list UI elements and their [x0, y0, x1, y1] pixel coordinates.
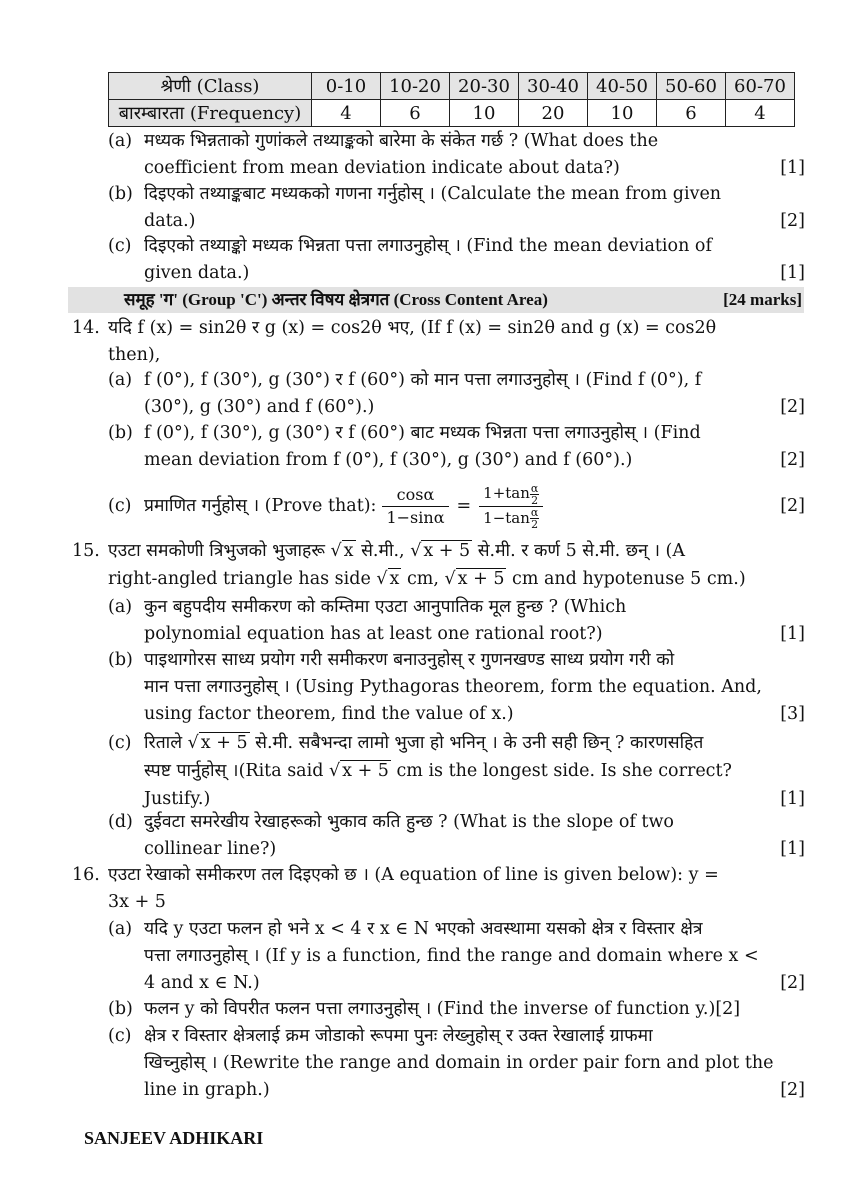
question-text: 3x + 5 [108, 892, 166, 912]
proof-statement [144, 478, 543, 534]
marks: [2] [780, 1080, 805, 1100]
marks: [2] [780, 496, 805, 516]
q16-part-a [108, 916, 805, 996]
q13-part-c [108, 233, 805, 287]
text-run: से.मी. सबैभन्दा लामो भुजा हो भनिन् । के उनी सही छिन् ? कारणसहित [249, 733, 704, 753]
part-text: using factor theorem, find the value of x.) [144, 704, 514, 724]
part-label: (c) [108, 733, 132, 753]
part-text [144, 758, 732, 784]
marks: [2] [780, 450, 805, 470]
part-text: दिइएको तथ्याङ्को मध्यक भिन्नता पत्ता लगाउनुहोस् । (Find the mean deviation of [144, 236, 712, 256]
q16-part-b [108, 996, 805, 1024]
part-text [144, 730, 703, 756]
part-text: f (0°), f (30°), g (30°) र f (60°) को मान पत्ता लगाउनुहोस् । (Find f (0°), f [144, 370, 702, 390]
two: 2 [531, 518, 539, 531]
part-label: (c) [108, 236, 132, 256]
question-text: then), [108, 345, 161, 365]
part-label: (b) [108, 423, 133, 443]
text-run: स्पष्ट पार्नुहोस् ।(Rita said [144, 761, 329, 781]
sqrt-x-plus-5: √ x + 5 [328, 761, 389, 781]
table-cell: 60-70 [726, 73, 795, 100]
group-marks: [24 marks] [723, 290, 802, 309]
part-text: f (0°), f (30°), g (30°) र f (60°) बाट मध्यक भिन्नता पत्ता लगाउनुहोस् । (Find [144, 423, 701, 443]
table-cell: 10 [450, 100, 519, 127]
table-cell: 10-20 [381, 73, 450, 100]
table-cell: 10 [588, 100, 657, 127]
part-text: collinear line?) [144, 839, 277, 859]
q13-part-a [108, 128, 805, 182]
radicand: x [389, 569, 400, 589]
table-cell: 20-30 [450, 73, 519, 100]
table-cell: 6 [657, 100, 726, 127]
table-cell: 20 [519, 100, 588, 127]
table-cell: 40-50 [588, 73, 657, 100]
question-text: यदि f (x) = sin2θ र g (x) = cos2θ भए, (If f (x) = sin2θ and g (x) = cos2θ [108, 318, 717, 338]
text-run: right-angled triangle has side [108, 569, 377, 589]
group-c-header [68, 287, 804, 313]
table-cell: 6 [381, 100, 450, 127]
part-text: कुन बहुपदीय समीकरण को कम्तिमा एउटा आनुपातिक मूल हुन्छ ? (Which [144, 597, 627, 617]
table-cell: 30-40 [519, 73, 588, 100]
part-text: polynomial equation has at least one rational root?) [144, 624, 603, 644]
q15-part-a [108, 594, 805, 648]
q13-part-b [108, 181, 805, 235]
part-label: (d) [108, 812, 133, 832]
two: 2 [531, 493, 539, 507]
q14-part-a [108, 367, 805, 421]
part-text: यदि y एउटा फलन हो भने x < 4 र x ∈ N भएको अवस्थामा यसको क्षेत्र र विस्तार क्षेत्र [144, 919, 703, 939]
part-text: coefficient from mean deviation indicate about data?) [144, 158, 620, 178]
lhs-numerator: cosα [382, 484, 448, 507]
table-row [109, 100, 795, 127]
part-text: दुईवटा समरेखीय रेखाहरूको भुकाव कति हुन्छ ? (What is the slope of two [144, 812, 674, 832]
question-text [108, 538, 685, 564]
table-cell: 50-60 [657, 73, 726, 100]
half-alpha [530, 483, 539, 506]
part-label: (c) [108, 1026, 132, 1046]
rhs-numerator [479, 482, 543, 507]
radicand: x + 5 [423, 541, 471, 561]
marks: [1] [780, 263, 805, 283]
text-run: cm is the longest side. Is she correct? [390, 761, 732, 781]
radicand: x [343, 541, 354, 561]
part-text: प्रमाणित गर्नुहोस् । (Prove that): [144, 496, 377, 516]
question-16 [72, 862, 805, 916]
marks: [1] [780, 624, 805, 644]
question-14 [72, 315, 805, 369]
marks: [1] [780, 158, 805, 178]
text-run: से.मी., [355, 541, 411, 561]
question-number: 15. [72, 541, 100, 561]
table-cell: 0-10 [312, 73, 381, 100]
half-alpha [530, 507, 539, 530]
question-text [108, 566, 746, 592]
part-label: (b) [108, 999, 133, 1019]
q15-part-c [108, 730, 805, 812]
sqrt-x-plus-5: √ x + 5 [410, 541, 471, 561]
table-row [109, 73, 795, 100]
radicand: x + 5 [457, 569, 505, 589]
table-cell: श्रेणी (Class) [109, 73, 312, 100]
q16-part-c [108, 1023, 805, 1103]
part-text: पत्ता लगाउनुहोस् । (If y is a function, find the range and domain where x < [144, 946, 759, 966]
part-label: (b) [108, 184, 133, 204]
text-run: cm and hypotenuse 5 cm.) [506, 569, 746, 589]
table-cell: बारम्बारता (Frequency) [109, 100, 312, 127]
part-text: खिच्नुहोस् । (Rewrite the range and domain in order pair forn and plot the [144, 1053, 774, 1073]
author-footer: SANJEEV ADHIKARI [84, 1128, 264, 1148]
part-text: mean deviation from f (0°), f (30°), g (30°) and f (60°).) [144, 450, 633, 470]
q15-part-d [108, 809, 805, 863]
text-run: रिताले [144, 733, 188, 753]
part-text: given data.) [144, 263, 250, 283]
part-label: (a) [108, 131, 133, 151]
marks: [1] [780, 839, 805, 859]
q14-part-b [108, 420, 805, 474]
part-text: पाइथागोरस साध्य प्रयोग गरी समीकरण बनाउनुहोस् र गुणनखण्ड साध्य प्रयोग गरी को [144, 650, 675, 670]
equals-sign: = [456, 496, 472, 516]
table-cell: 4 [726, 100, 795, 127]
marks: [2] [780, 397, 805, 417]
rhs-denominator [479, 507, 543, 531]
rhs-den-text: 1−tan [483, 508, 530, 527]
alpha: α [530, 506, 539, 519]
text-run: cm, [401, 569, 445, 589]
part-text: 4 and x ∈ N.) [144, 973, 260, 993]
sqrt-x: √ x [376, 569, 400, 589]
group-title: समूह 'ग' (Group 'C') अन्तर विषय क्षेत्रगत (Cross Content Area) [124, 290, 548, 309]
text-run: से.मी. र कर्ण 5 से.मी. छन् । (A [472, 541, 686, 561]
sqrt-x-plus-5: √ x + 5 [187, 733, 248, 753]
part-text: मान पत्ता लगाउनुहोस् । (Using Pythagoras theorem, form the equation. And, [144, 677, 762, 697]
sqrt-x: √ x [330, 541, 354, 561]
table-cell: 4 [312, 100, 381, 127]
radicand: x + 5 [342, 761, 389, 781]
rhs-fraction [479, 482, 543, 530]
question-number: 14. [72, 318, 100, 338]
part-text: Justify.) [144, 789, 211, 809]
question-15 [72, 538, 805, 594]
part-label: (a) [108, 370, 133, 390]
alpha: α [530, 481, 539, 495]
lhs-denominator: 1−sinα [386, 507, 445, 527]
rhs-num-text: 1+tan [483, 484, 530, 502]
part-text: मध्यक भिन्नताको गुणांकले तथ्याङ्कको बारेमा के संकेत गर्छ ? (What does the [144, 131, 659, 151]
question-number: 16. [72, 865, 100, 885]
sqrt-x-plus-5: √ x + 5 [444, 569, 505, 589]
marks: [1] [780, 789, 805, 809]
question-text: एउटा रेखाको समीकरण तल दिइएको छ । (A equation of line is given below): y = [108, 865, 719, 885]
frequency-table [108, 72, 795, 127]
part-label: (c) [108, 496, 132, 516]
part-text: data.) [144, 211, 196, 231]
part-text: (30°), g (30°) and f (60°).) [144, 397, 375, 417]
marks: [2] [780, 973, 805, 993]
part-text: क्षेत्र र विस्तार क्षेत्रलाई क्रम जोडाको रूपमा पुनः लेख्नुहोस् र उक्त रेखालाई ग्राफमा [144, 1026, 653, 1046]
text-run: एउटा समकोणी त्रिभुजको भुजाहरू [108, 541, 331, 561]
part-label: (a) [108, 597, 133, 617]
part-label: (a) [108, 919, 133, 939]
part-text: फलन y को विपरीत फलन पत्ता लगाउनुहोस् । (Find the inverse of function y.)[2] [144, 999, 741, 1019]
part-label: (b) [108, 650, 133, 670]
part-text: line in graph.) [144, 1080, 270, 1100]
marks: [2] [780, 211, 805, 231]
q14-part-c [108, 478, 805, 534]
q15-part-b [108, 647, 805, 727]
marks: [3] [780, 704, 805, 724]
radicand: x + 5 [200, 733, 248, 753]
part-text: दिइएको तथ्याङ्कबाट मध्यकको गणना गर्नुहोस् । (Calculate the mean from given [144, 184, 722, 204]
lhs-fraction [382, 484, 448, 529]
